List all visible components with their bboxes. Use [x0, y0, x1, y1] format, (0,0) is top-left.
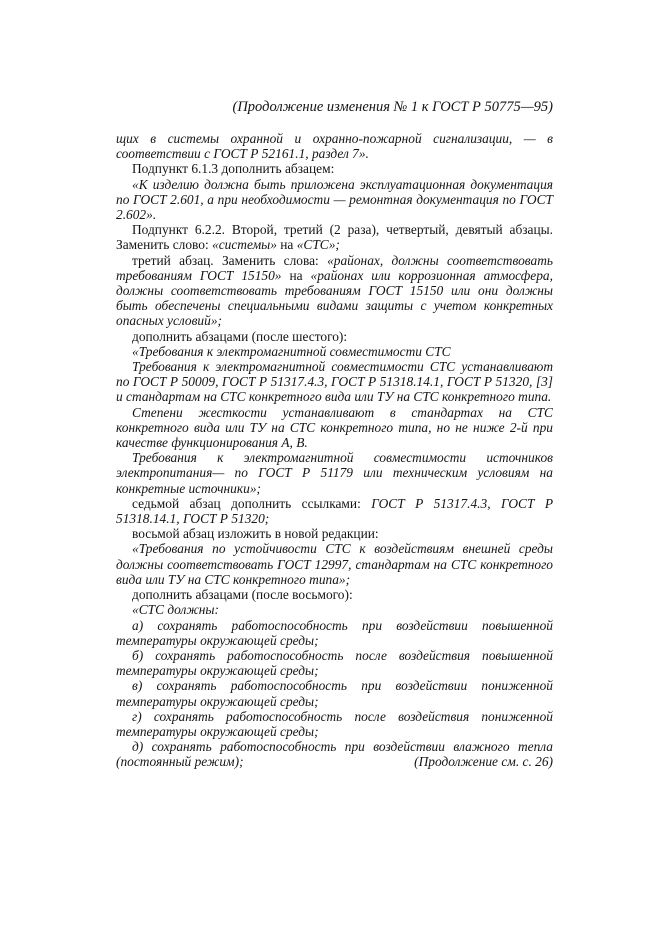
- italic-text-run: в) сохранять работоспособность при воздействии пониженной температуры окружающей среды;: [116, 678, 553, 709]
- paragraph: [116, 648, 553, 678]
- paragraph: [116, 678, 553, 708]
- paragraph: [116, 602, 553, 617]
- italic-text-run: «Требования к электромагнитной совместимости СТС: [132, 343, 451, 359]
- italic-text-run: ГОСТ Р 51317.4.3, ГОСТ Р 51318.14.1, ГОСТ Р 51320;: [116, 495, 553, 527]
- paragraph: [116, 496, 553, 526]
- page-footer: (Продолжение см. с. 26): [414, 754, 553, 769]
- text-run: восьмой абзац изложить в новой редакции:: [132, 526, 379, 542]
- paragraph: [116, 450, 553, 496]
- paragraph: [116, 344, 553, 359]
- italic-text-run: «СТС должны:: [132, 602, 219, 618]
- italic-text-run: г) сохранять работоспособность после воздействия пониженной температуры окружающей среды;: [116, 708, 553, 739]
- paragraph: [116, 329, 553, 344]
- italic-text-run: б) сохранять работоспособность после воздействия повышенной температуры окружающей среды;: [116, 647, 553, 679]
- text-run: на: [276, 237, 297, 253]
- italic-text-run: «СТС»;: [296, 237, 340, 253]
- amendment-text: [116, 131, 553, 770]
- paragraph: [116, 618, 553, 648]
- text-run: дополнить абзацами (после восьмого):: [132, 587, 353, 603]
- paragraph: [116, 526, 553, 541]
- paragraph: [116, 587, 553, 602]
- italic-text-run: «К изделию должна быть приложена эксплуатационная документация по ГОСТ 2.601, а при необходимости — ремонтная документация по ГОСТ 2.602».: [116, 176, 553, 223]
- text-run: Подпункт 6.1.3 дополнить абзацем:: [132, 161, 335, 177]
- text-run: седьмой абзац дополнить ссылками:: [132, 495, 372, 511]
- paragraph: [116, 541, 553, 587]
- italic-text-run: щих в системы охранной и охранно-пожарной сигнализации, — в соответствии с ГОСТ Р 52161.1, раздел 7».: [116, 131, 553, 162]
- italic-text-run: д) сохранять работоспособность при воздействии влажного тепла (постоянный режим);: [116, 739, 553, 770]
- paragraph: [116, 222, 553, 252]
- text-run: Подпункт 6.2.2. Второй, третий (2 раза), четвертый, девятый абзацы. Заменить слово:: [116, 222, 553, 253]
- italic-text-run: Требования к электромагнитной совместимости источников электропитания— по ГОСТ Р 51179 или техническим условиям на конкретные источники»;: [116, 450, 553, 496]
- italic-text-run: Требования к электромагнитной совместимости СТС устанавливают по ГОСТ Р 50009, ГОСТ Р 51317.4.3, ГОСТ Р 51318.14.1, ГОСТ Р 51320, [3] и стандартам на СТС конкретного вида или ТУ на СТС конкретного типа.: [116, 359, 553, 405]
- document-page: [116, 0, 553, 936]
- text-run: третий абзац. Заменить слова:: [132, 252, 328, 268]
- paragraph: [116, 253, 553, 329]
- italic-text-run: а) сохранять работоспособность при воздействии повышенной температуры окружающей среды;: [116, 617, 553, 648]
- paragraph: [116, 405, 553, 451]
- italic-text-run: «районах или коррозионная атмосфера, должны соответствовать требованиям ГОСТ 15150 или они должны быть обеспечены специальными видами защиты с учетом конкретных опасных условий»;: [116, 267, 553, 329]
- page-header: (Продолжение изменения № 1 к ГОСТ Р 50775—95): [232, 99, 553, 115]
- text-run: на: [281, 267, 311, 283]
- italic-text-run: Степени жесткости устанавливают в стандартах на СТС конкретного вида или ТУ на СТС конкретного типа, но не ниже 2-й при качестве функционирования А, В.: [116, 404, 553, 451]
- paragraph: [116, 177, 553, 223]
- italic-text-run: «системы»: [212, 237, 277, 253]
- italic-text-run: «Требования по устойчивости СТС к воздействиям внешней среды должны соответствовать ГОСТ 12997, стандартам на СТС конкретного вида или ТУ на СТС конкретного типа»;: [116, 541, 553, 587]
- paragraph: [116, 709, 553, 739]
- paragraph: [116, 161, 553, 176]
- paragraph: [116, 359, 553, 405]
- italic-text-run: «районах, должны соответствовать требованиям ГОСТ 15150»: [116, 252, 553, 283]
- paragraph: [116, 131, 553, 161]
- text-run: дополнить абзацами (после шестого):: [132, 328, 348, 344]
